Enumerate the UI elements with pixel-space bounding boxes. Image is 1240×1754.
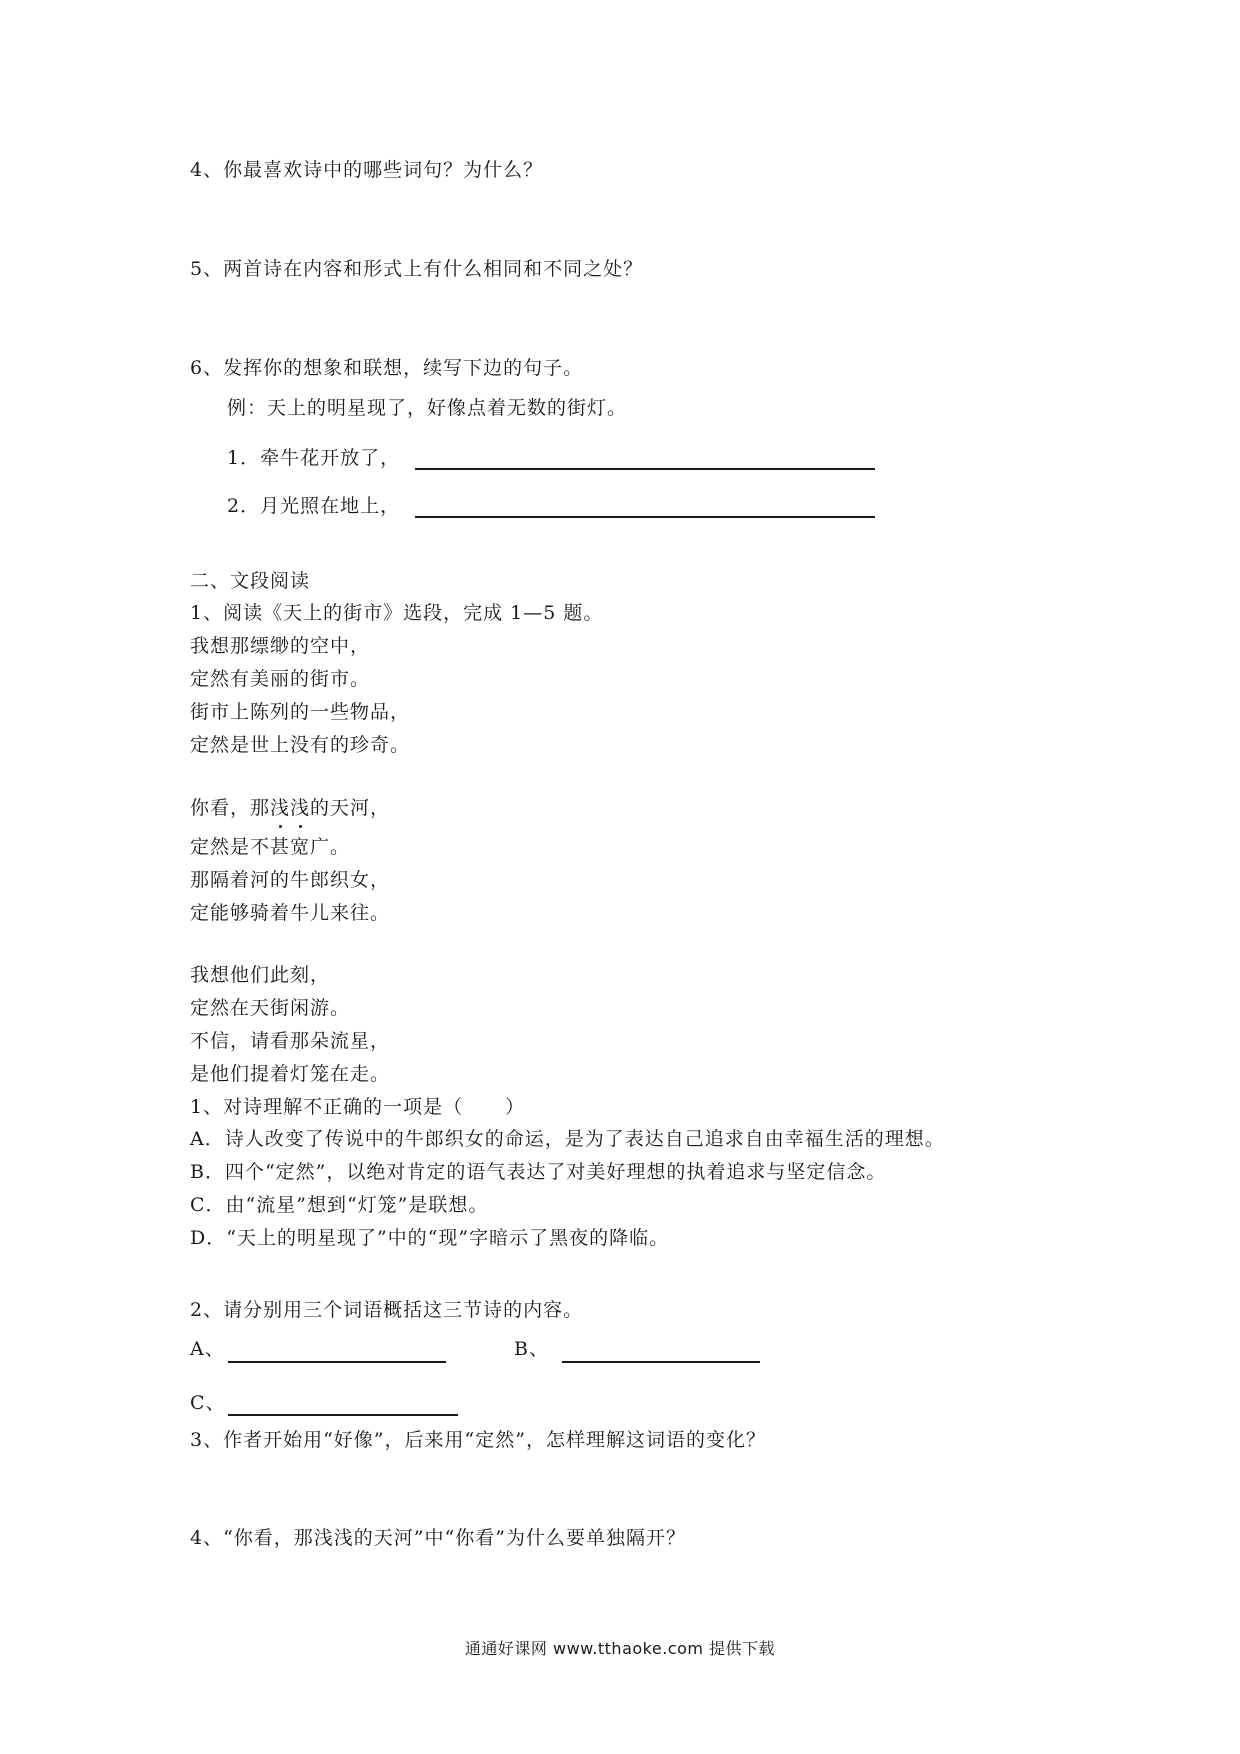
reading-question-2: 2、请分别用三个词语概括这三节诗的内容。 [190,1299,584,1321]
reading-intro: 1、阅读《天上的街市》选段，完成 1—5 题。 [190,602,604,624]
question-6-item-1: 1．牵牛花开放了， [227,447,401,469]
question-text: 1、对诗理解不正确的一项是（ [190,1096,464,1118]
poem-line: 定然有美丽的街市。 [190,668,371,690]
poem-line-with-emphasis [190,795,390,821]
answer-blank-item-2[interactable] [415,516,875,518]
poem-line: 不信，请看那朵流星， [190,1030,391,1052]
poem-text: 的天河， [310,797,391,819]
question-5: 5、两首诗在内容和形式上有什么相同和不同之处？ [190,258,644,280]
option-b: B．四个“定然”，以绝对肯定的语气表达了对美好理想的执着追求与坚定信念。 [190,1161,887,1183]
question-4: 4、你最喜欢诗中的哪些词句？为什么？ [190,159,544,181]
blank-label-c: C、 [190,1392,226,1414]
answer-blank-item-1[interactable] [415,468,875,470]
blank-label-a: A、 [190,1338,225,1360]
section-title: 二、文段阅读 [190,570,311,592]
emphasis-char: 浅 [270,797,291,819]
poem-line: 我想他们此刻， [190,964,331,986]
option-a: A．诗人改变了传说中的牛郎织女的命运，是为了表达自己追求自由幸福生活的理想。 [190,1128,945,1150]
poem-line: 定然在天街闲游。 [190,997,351,1019]
poem-line: 我想那缥缈的空中， [190,635,371,657]
reading-question-3: 3、作者开始用“好像”，后来用“定然”，怎样理解这词语的变化？ [190,1429,766,1451]
question-6-example: 例：天上的明星现了，好像点着无数的街灯。 [227,397,628,419]
reading-question-1 [190,1094,525,1120]
poem-line: 定能够骑着牛儿来往。 [190,902,391,924]
poem-line: 定然是世上没有的珍奇。 [190,734,411,756]
answer-blank-a[interactable] [228,1361,446,1363]
emphasis-char: 浅 [290,797,311,819]
poem-line: 是他们提着灯笼在走。 [190,1063,391,1085]
question-close-paren: ） [505,1096,526,1118]
poem-line: 定然是不甚宽广。 [190,836,351,858]
answer-blank-c[interactable] [228,1414,458,1416]
poem-text: 你看，那 [190,797,271,819]
poem-line: 那隔着河的牛郎织女， [190,869,391,891]
option-d: D．“天上的明星现了”中的“现”字暗示了黑夜的降临。 [190,1227,670,1249]
reading-question-4: 4、“你看，那浅浅的天河”中“你看”为什么要单独隔开？ [190,1527,686,1549]
answer-blank-b[interactable] [562,1361,760,1363]
question-6-item-2: 2．月光照在地上， [227,495,401,517]
blank-label-b: B、 [514,1338,549,1360]
option-c: C．由“流星”想到“灯笼”是联想。 [190,1194,489,1216]
question-6: 6、发挥你的想象和联想，续写下边的句子。 [190,357,584,379]
poem-line: 街市上陈列的一些物品， [190,701,411,723]
footer-source: 通通好课网 www.tthaoke.com 提供下载 [464,1639,776,1658]
